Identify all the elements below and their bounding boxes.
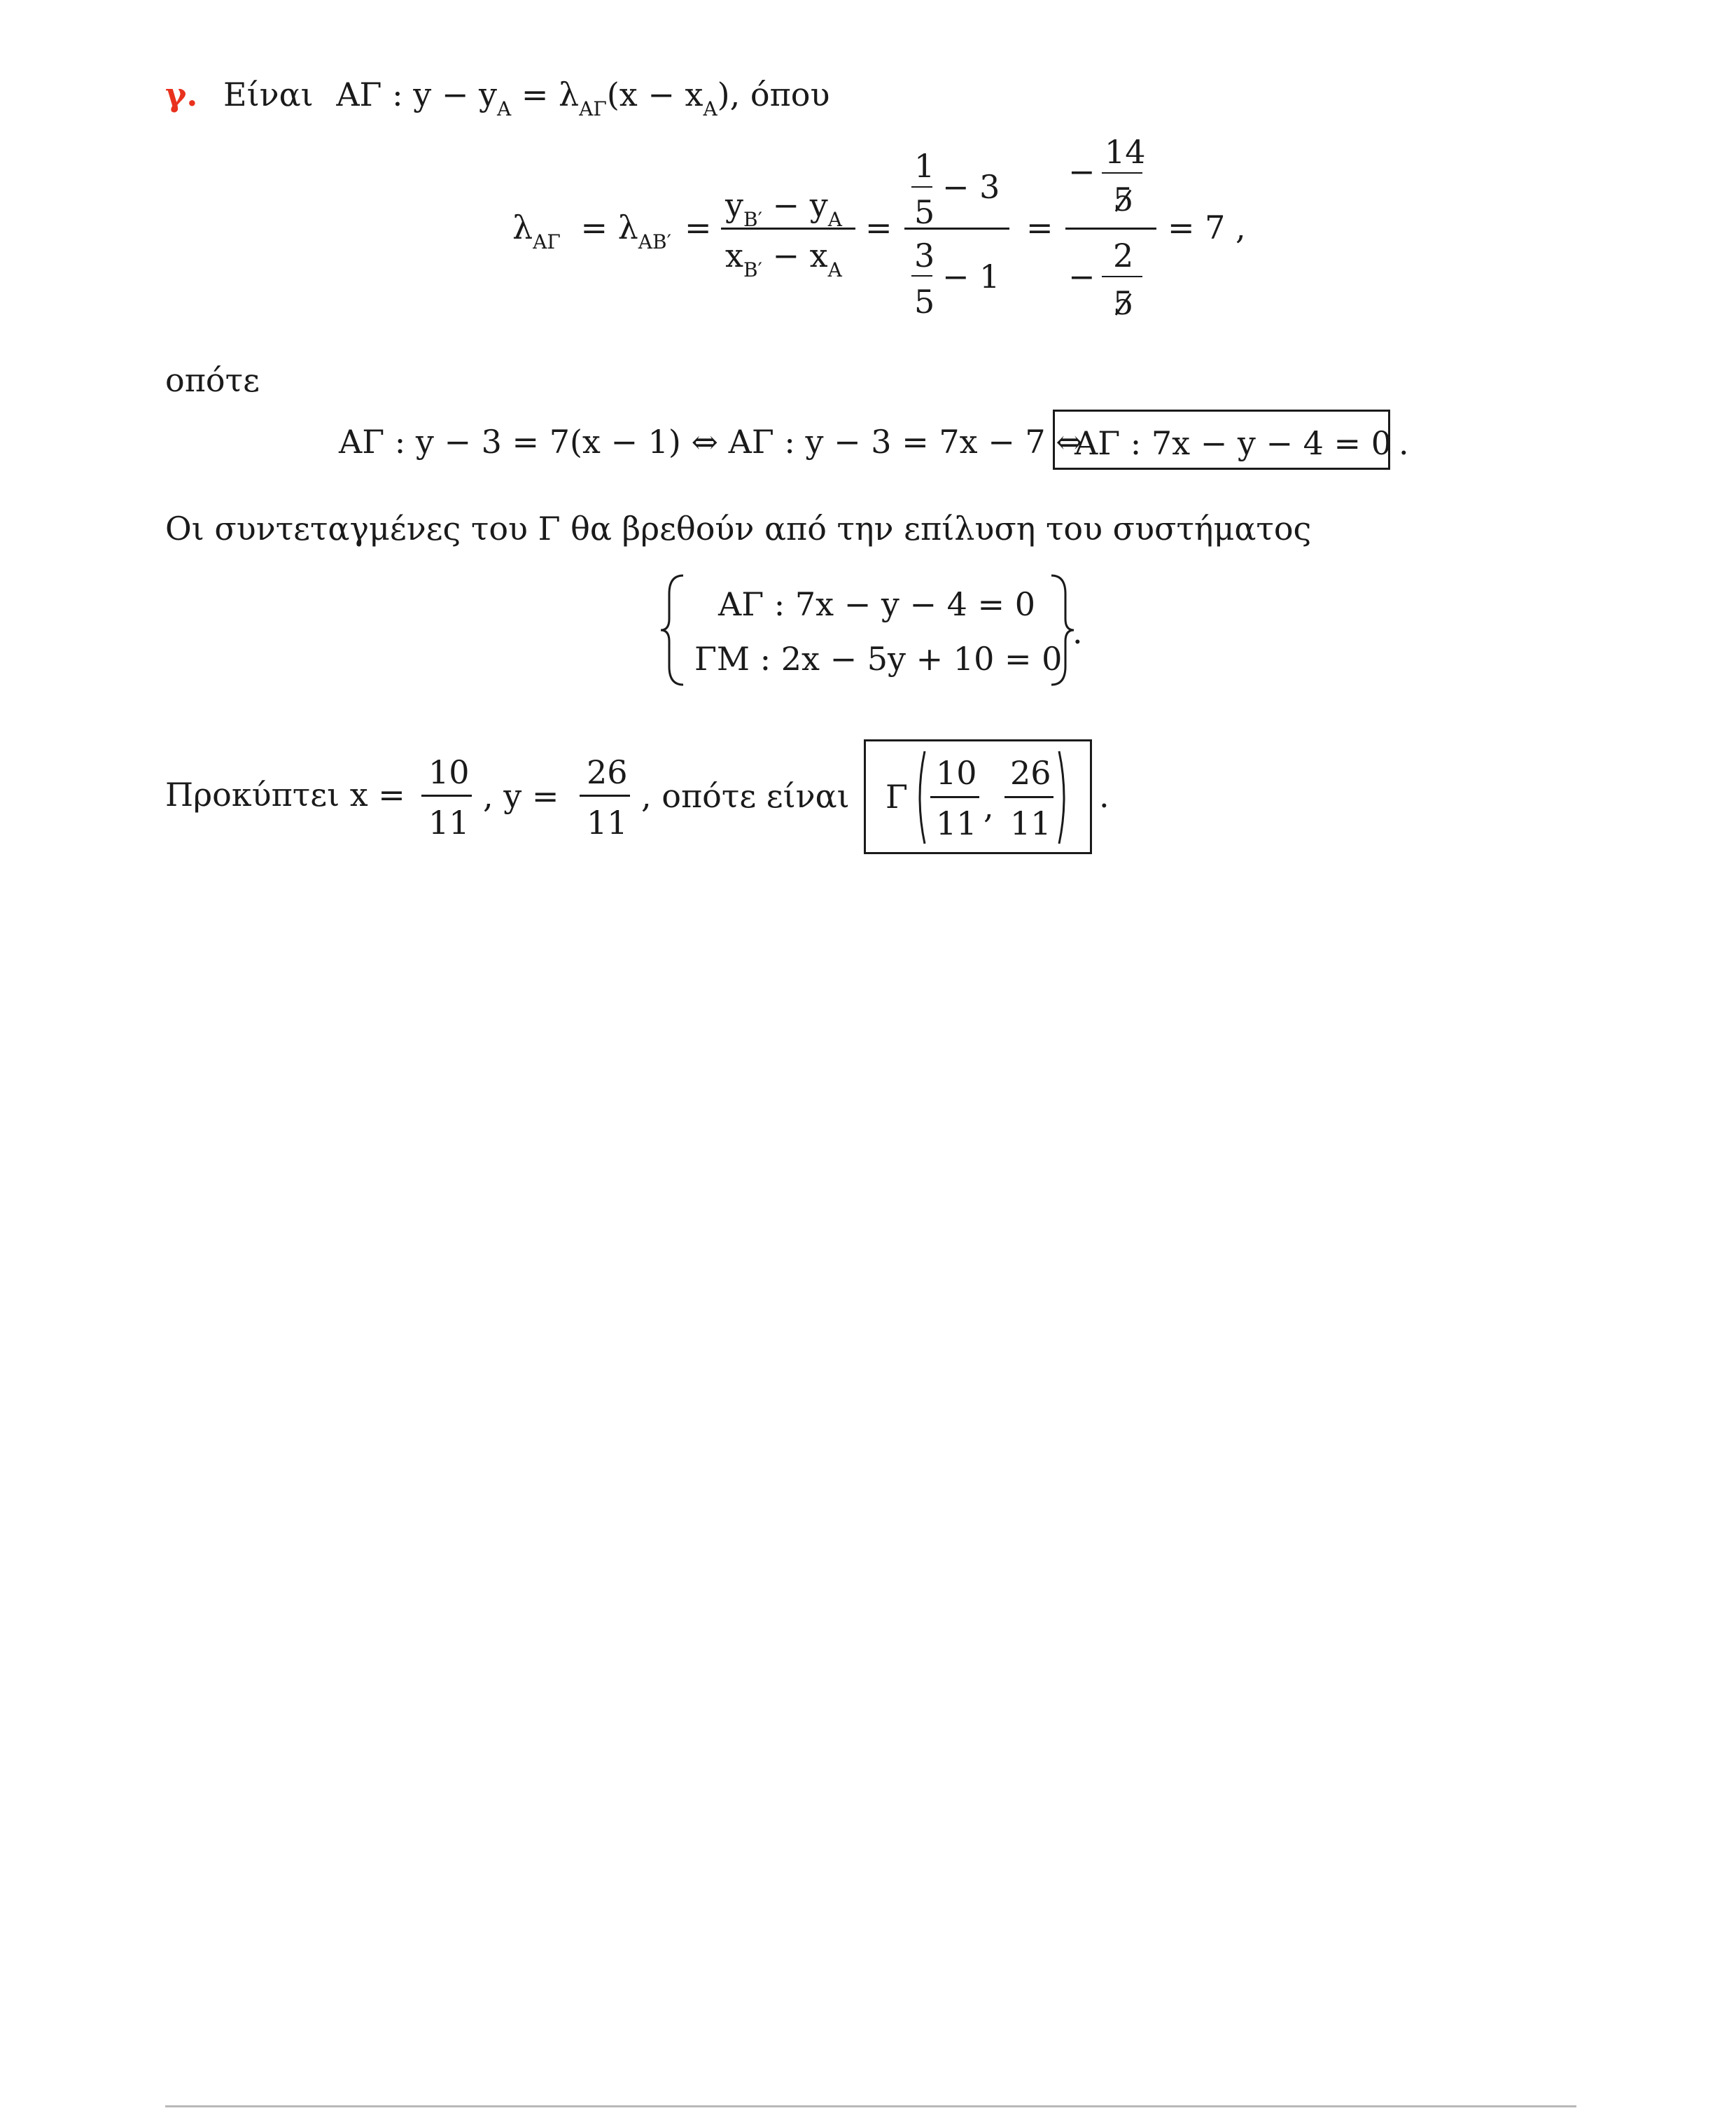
small-frac-2-den: 5 xyxy=(914,283,935,321)
x-den: 11 xyxy=(428,804,470,842)
cancelled-five-top: 5 xyxy=(1113,181,1134,218)
equals-sign-3: = xyxy=(1026,209,1054,246)
equals-sign-1: = xyxy=(685,209,712,246)
fraction-bar xyxy=(721,228,855,230)
equation-mid: = λ xyxy=(511,76,580,113)
small-frac-1-bar xyxy=(911,186,932,188)
small-frac-2-num: 3 xyxy=(914,237,935,274)
y-num: 26 xyxy=(587,753,628,791)
point-y-num: 26 xyxy=(1010,754,1051,792)
frac-2-den xyxy=(1113,284,1134,322)
part-c-line xyxy=(165,76,830,120)
line-ag-chain: ΑΓ : y − 3 = 7(x − 1) ⇔ ΑΓ : y − 3 = 7x − 7 ⇔ xyxy=(339,423,1083,461)
y-frac-bar xyxy=(580,795,630,797)
intro-word: Είναι xyxy=(223,76,314,113)
main-fraction-bar xyxy=(904,228,1009,230)
left-brace xyxy=(659,573,687,688)
point-x-bar xyxy=(930,796,979,798)
frac-2-num: 2 xyxy=(1113,237,1134,274)
result-end: . xyxy=(1099,777,1110,815)
where-word: , όπου xyxy=(729,76,830,113)
den-sub-bp: Β′ xyxy=(743,258,762,281)
equation-lhs: ΑΓ : y − y xyxy=(336,76,497,113)
minus-one: − 1 xyxy=(942,258,1000,295)
num-minus: − y xyxy=(762,186,828,224)
slope-numerator xyxy=(725,186,842,231)
result-suffix: , οπότε είναι xyxy=(641,777,850,815)
point-x-den: 11 xyxy=(936,804,977,842)
subscript-ag: ΑΓ xyxy=(579,97,607,120)
subscript-a: Α xyxy=(496,97,512,120)
num-sub-a: Α xyxy=(827,208,842,231)
x-num: 10 xyxy=(428,753,470,791)
den-x: x xyxy=(725,237,743,274)
y-den: 11 xyxy=(587,804,628,842)
big-fraction-bar xyxy=(1065,228,1156,230)
lambda-symbol: λ xyxy=(512,209,533,246)
num-y: y xyxy=(725,186,743,224)
footer-divider xyxy=(165,2105,1576,2107)
subscript-a-2: Α xyxy=(703,97,718,120)
result-prefix: Προκύπτει x = xyxy=(165,776,405,814)
cancelled-five-bottom: 5 xyxy=(1113,284,1134,322)
minus-three: − 3 xyxy=(942,168,1000,206)
frac-2-bar xyxy=(1102,276,1142,277)
system-end: . xyxy=(1072,613,1083,651)
point-y-bar xyxy=(1004,796,1054,798)
frac-14-num: 14 xyxy=(1105,133,1146,171)
line-ag-end: . xyxy=(1399,424,1409,462)
lambda-ab-subscript: ΑΒ′ xyxy=(638,230,671,253)
den-minus: − x xyxy=(762,237,828,274)
equation-rhs: (x − x xyxy=(606,76,704,113)
system-eq-1: ΑΓ : 7x − y − 4 = 0 xyxy=(718,585,1035,623)
opote-word: οπότε xyxy=(165,361,260,399)
left-paren xyxy=(912,748,927,846)
x-frac-bar xyxy=(421,795,472,797)
neg-sign-top: − xyxy=(1068,153,1096,190)
right-brace xyxy=(1047,573,1075,688)
point-y-den: 11 xyxy=(1010,804,1051,842)
y-label: , y = xyxy=(483,777,559,815)
right-paren xyxy=(1056,748,1072,846)
small-frac-1-den: 5 xyxy=(914,193,935,231)
frac-14-bar xyxy=(1102,172,1142,174)
point-comma: , xyxy=(983,788,994,825)
lambda-ag xyxy=(512,209,671,253)
system-intro: Οι συντεταγμένες του Γ θα βρεθούν από την επίλυση του συστήματος xyxy=(165,510,1312,548)
equation-close: ) xyxy=(717,76,730,113)
system-eq-2: ΓΜ : 2x − 5y + 10 = 0 xyxy=(694,640,1063,678)
boxed-line-ag xyxy=(1053,410,1390,470)
lambda-subscript: ΑΓ xyxy=(533,230,561,253)
equals-lambda: = λ xyxy=(580,209,638,246)
point-label: Γ xyxy=(886,778,908,816)
den-sub-a: Α xyxy=(827,258,842,281)
equals-sign-2: = xyxy=(865,209,892,246)
slope-result: = 7 , xyxy=(1168,209,1246,246)
boxed-line-ag-text: ΑΓ : 7x − y − 4 = 0 xyxy=(1074,424,1392,462)
frac-14-den xyxy=(1113,183,1133,216)
small-frac-2-bar xyxy=(911,275,932,277)
point-x-num: 10 xyxy=(936,754,977,792)
part-label: γ. xyxy=(165,76,198,113)
neg-sign-bottom: − xyxy=(1068,258,1096,295)
boxed-point xyxy=(864,739,1092,854)
small-frac-1-num: 1 xyxy=(914,147,935,185)
num-sub-bp: Β′ xyxy=(743,208,762,231)
slope-denominator xyxy=(725,237,842,281)
